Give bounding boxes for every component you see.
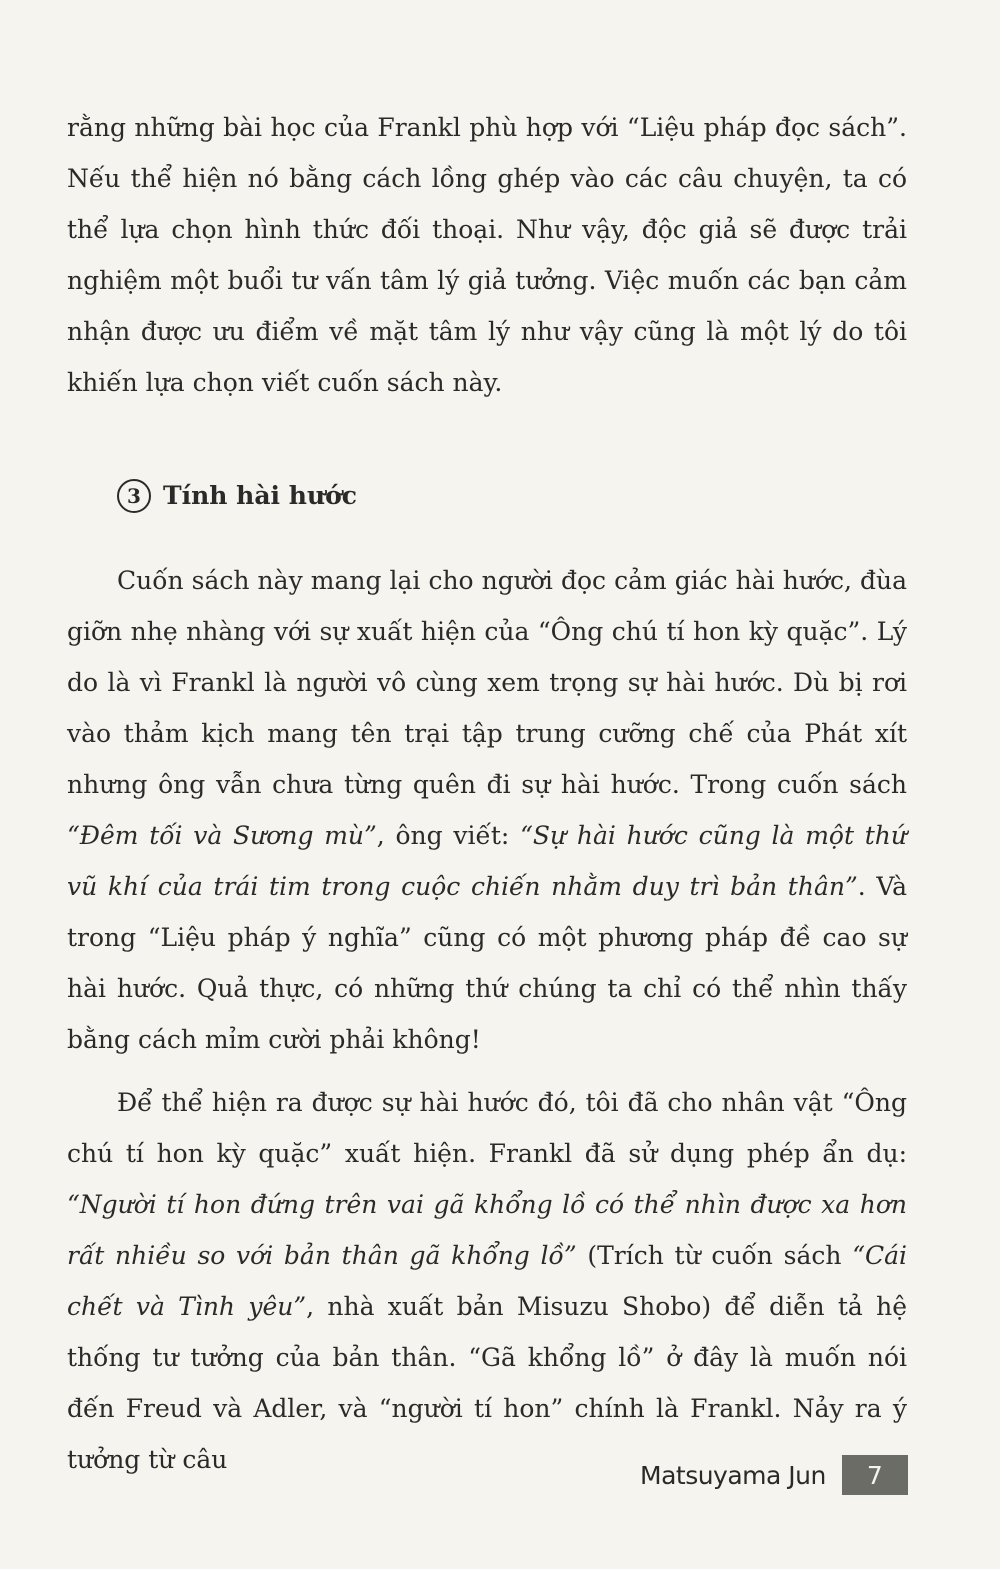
paragraph-humor — [67, 555, 907, 1065]
quote-italic: “Sự hài hước cũng là một thứ vũ khí của trái tim trong cuộc chiến nhằm duy trì bản thân” — [67, 821, 907, 901]
book-title-italic: “Cái chết và Tình yêu” — [67, 1241, 907, 1321]
page-number-box — [842, 1455, 908, 1495]
text-run: . Và trong “Liệu pháp ý nghĩa” cũng có một phương pháp đề cao sự hài hước. Quả thực, có những thứ chúng ta chỉ có thể nhìn thấy bằng cách mỉm cười phải không! — [67, 872, 907, 1054]
section-title: Tính hài hước — [163, 481, 357, 510]
circled-number-badge: 3 — [117, 479, 151, 513]
section-heading — [117, 470, 357, 521]
paragraph-character — [67, 1077, 907, 1485]
text-run: Để thể hiện ra được sự hài hước đó, tôi đã cho nhân vật “Ông chú tí hon kỳ quặc” xuất hiện. Frankl đã sử dụng phép ẩn dụ: — [67, 1088, 907, 1168]
text-run: , nhà xuất bản Misuzu Shobo) để diễn tả hệ thống tư tưởng của bản thân. “Gã khổng lồ” ở đây là muốn nói đến Freud và Adler, và “người tí hon” chính là Frankl. Nảy ra ý tưởng từ câu — [67, 1292, 908, 1474]
page-footer — [640, 1455, 908, 1495]
text-run: (Trích từ cuốn sách — [576, 1241, 853, 1270]
text-run: Cuốn sách này mang lại cho người đọc cảm giác hài hước, đùa giỡn nhẹ nhàng với sự xuất hiện của “Ông chú tí hon kỳ quặc”. Lý do là vì Frankl là người vô cùng xem trọng sự hài hước. Dù bị rơi vào thảm kịch mang tên trại tập trung cưỡng chế của Phát xít nhưng ông vẫn chưa từng quên đi sự hài hước. Trong cuốn sách — [67, 566, 907, 799]
quote-italic: “Người tí hon đứng trên vai gã khổng lồ có thể nhìn được xa hơn rất nhiều so với bản thân gã khổng lồ” — [67, 1190, 907, 1270]
text-run: , ông viết: — [376, 821, 521, 850]
book-title-italic: “Đêm tối và Sương mù” — [67, 821, 377, 850]
paragraph-text — [67, 555, 907, 1065]
page-number: 7 — [866, 1460, 883, 1490]
paragraph-text — [67, 1077, 907, 1485]
paragraph-text: rằng những bài học của Frankl phù hợp với “Liệu pháp đọc sách”. Nếu thể hiện nó bằng cách lồng ghép vào các câu chuyện, ta có thể lựa chọn hình thức đối thoại. Như vậy, độc giả sẽ được trải nghiệm một buổi tư vấn tâm lý giả tưởng. Việc muốn các bạn cảm nhận được ưu điểm về mặt tâm lý như vậy cũng là một lý do tôi khiến lựa chọn viết cuốn sách này. — [67, 113, 907, 397]
paragraph-continued — [67, 102, 907, 408]
author-name: Matsuyama Jun — [640, 1460, 826, 1490]
